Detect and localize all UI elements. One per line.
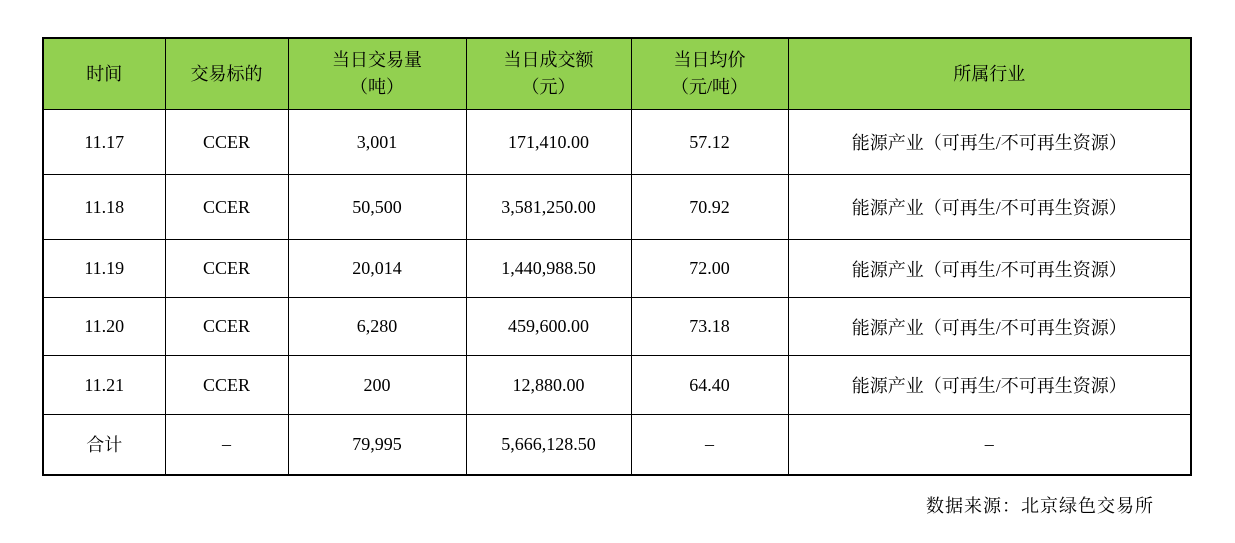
- cell-price: 73.18: [631, 298, 788, 356]
- cell-price: 57.12: [631, 110, 788, 175]
- cell-target: CCER: [165, 240, 288, 298]
- col-header-volume: [288, 38, 466, 110]
- cell-time: 11.19: [43, 240, 165, 298]
- cell-amount: 5,666,128.50: [466, 415, 631, 475]
- table-row: [43, 110, 1191, 175]
- cell-volume: 50,500: [288, 175, 466, 240]
- cell-target: CCER: [165, 175, 288, 240]
- col-header-price-label: 当日均价: [673, 50, 746, 70]
- cell-amount: 12,880.00: [466, 356, 631, 415]
- cell-target: CCER: [165, 356, 288, 415]
- cell-price: –: [631, 415, 788, 475]
- col-header-time: [43, 38, 165, 110]
- table-row: [43, 240, 1191, 298]
- cell-amount: 459,600.00: [466, 298, 631, 356]
- table-row: [43, 298, 1191, 356]
- cell-industry: 能源产业（可再生/不可再生资源）: [788, 298, 1191, 356]
- ccer-trading-table: [42, 37, 1192, 476]
- cell-time: 11.17: [43, 110, 165, 175]
- cell-target: CCER: [165, 110, 288, 175]
- col-header-volume-label: 当日交易量: [332, 50, 422, 70]
- col-header-time-label: 时间: [86, 63, 123, 84]
- col-header-amount-label: 当日成交额: [503, 50, 594, 70]
- cell-volume: 200: [288, 356, 466, 415]
- table-row: [43, 175, 1191, 240]
- cell-target: CCER: [165, 298, 288, 356]
- cell-industry: 能源产业（可再生/不可再生资源）: [788, 240, 1191, 298]
- cell-volume: 79,995: [288, 415, 466, 475]
- col-header-price: [631, 38, 788, 110]
- cell-industry: 能源产业（可再生/不可再生资源）: [788, 110, 1191, 175]
- cell-time: 合计: [43, 415, 165, 475]
- data-source-note: 数据来源：北京绿色交易所: [926, 496, 1154, 516]
- header-row: [43, 38, 1191, 110]
- cell-price: 70.92: [631, 175, 788, 240]
- table-row: [43, 356, 1191, 415]
- cell-price: 72.00: [631, 240, 788, 298]
- cell-industry: 能源产业（可再生/不可再生资源）: [788, 356, 1191, 415]
- col-header-target: [165, 38, 288, 110]
- cell-time: 11.18: [43, 175, 165, 240]
- col-header-amount-unit: （元）: [521, 77, 576, 97]
- cell-amount: 1,440,988.50: [466, 240, 631, 298]
- col-header-target-label: 交易标的: [190, 63, 263, 84]
- cell-amount: 171,410.00: [466, 110, 631, 175]
- cell-industry: –: [788, 415, 1191, 475]
- col-header-volume-unit: （吨）: [350, 77, 404, 97]
- cell-volume: 20,014: [288, 240, 466, 298]
- cell-industry: 能源产业（可再生/不可再生资源）: [788, 175, 1191, 240]
- col-header-industry-label: 所属行业: [953, 63, 1026, 84]
- cell-time: 11.20: [43, 298, 165, 356]
- cell-target: –: [165, 415, 288, 475]
- col-header-price-unit: （元/吨）: [670, 77, 748, 97]
- total-row: [43, 415, 1191, 475]
- cell-time: 11.21: [43, 356, 165, 415]
- cell-volume: 6,280: [288, 298, 466, 356]
- col-header-amount: [466, 38, 631, 110]
- col-header-industry: [788, 38, 1191, 110]
- cell-volume: 3,001: [288, 110, 466, 175]
- cell-price: 64.40: [631, 356, 788, 415]
- cell-amount: 3,581,250.00: [466, 175, 631, 240]
